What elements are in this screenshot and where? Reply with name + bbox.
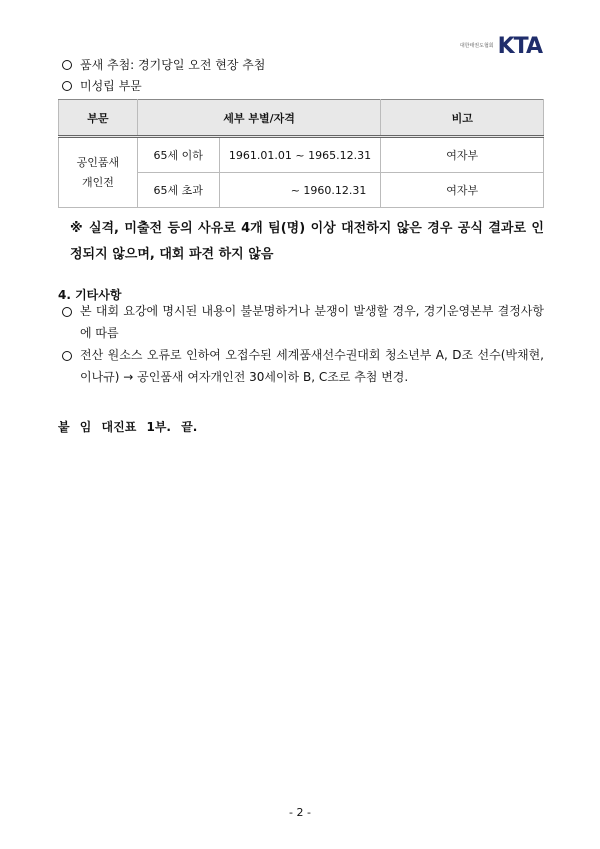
birth-range-cell: ~ 1960.12.31 — [219, 173, 381, 208]
bullet-text: 미성립 부문 — [80, 79, 142, 93]
list-item-text: 본 대회 요강에 명시된 내용이 불분명하거나 분쟁이 발생할 경우, 경기운영본부 결정사항에 따름 — [80, 304, 544, 340]
age-cell: 65세 이하 — [137, 137, 219, 173]
header-note: 비고 — [381, 100, 544, 137]
table-row — [59, 137, 544, 173]
circle-bullet-icon — [62, 81, 72, 91]
circle-bullet-icon — [62, 307, 72, 317]
header-division: 부문 — [59, 100, 138, 137]
division-table — [58, 99, 544, 208]
bullet-item — [62, 77, 142, 94]
list-item — [62, 344, 544, 388]
header-logo — [432, 34, 542, 59]
section-title: 4. 기타사항 — [58, 288, 122, 302]
page-number: - 2 - — [289, 806, 311, 819]
closing-line: 붙 임 대진표 1부. 끝. — [58, 420, 198, 434]
list-item-text: 전산 원소스 오류로 인하여 오접수된 세계품새선수권대회 청소년부 A, D조 선수(박채현, 이나규) → 공인품새 여자개인전 30세이하 B, C조로 추첨 변경. — [80, 348, 544, 384]
bullet-item — [62, 56, 265, 73]
division-line: 개인전 — [81, 175, 114, 189]
circle-bullet-icon — [62, 351, 72, 361]
notice-text: ※ 실격, 미출전 등의 사유로 4개 팀(명) 이상 대전하지 않은 경우 공식 결과로 인정되지 않으며, 대회 파견 하지 않음 — [70, 221, 544, 262]
division-line: 공인품새 — [76, 155, 120, 169]
division-cell — [59, 137, 138, 208]
table-header-row — [59, 100, 544, 137]
header-detail: 세부 부별/자격 — [137, 100, 381, 137]
bullet-text: 품새 추첨: 경기당일 오전 현장 추첨 — [80, 58, 266, 72]
logo-org-name: 대한태권도협회 — [459, 43, 494, 49]
note-cell: 여자부 — [381, 137, 544, 173]
kta-logo-mark: KTA — [497, 34, 542, 59]
circle-bullet-icon — [62, 60, 72, 70]
list-item — [62, 300, 544, 344]
note-cell: 여자부 — [381, 173, 544, 208]
age-cell: 65세 초과 — [137, 173, 219, 208]
birth-range-cell: 1961.01.01 ~ 1965.12.31 — [219, 137, 381, 173]
